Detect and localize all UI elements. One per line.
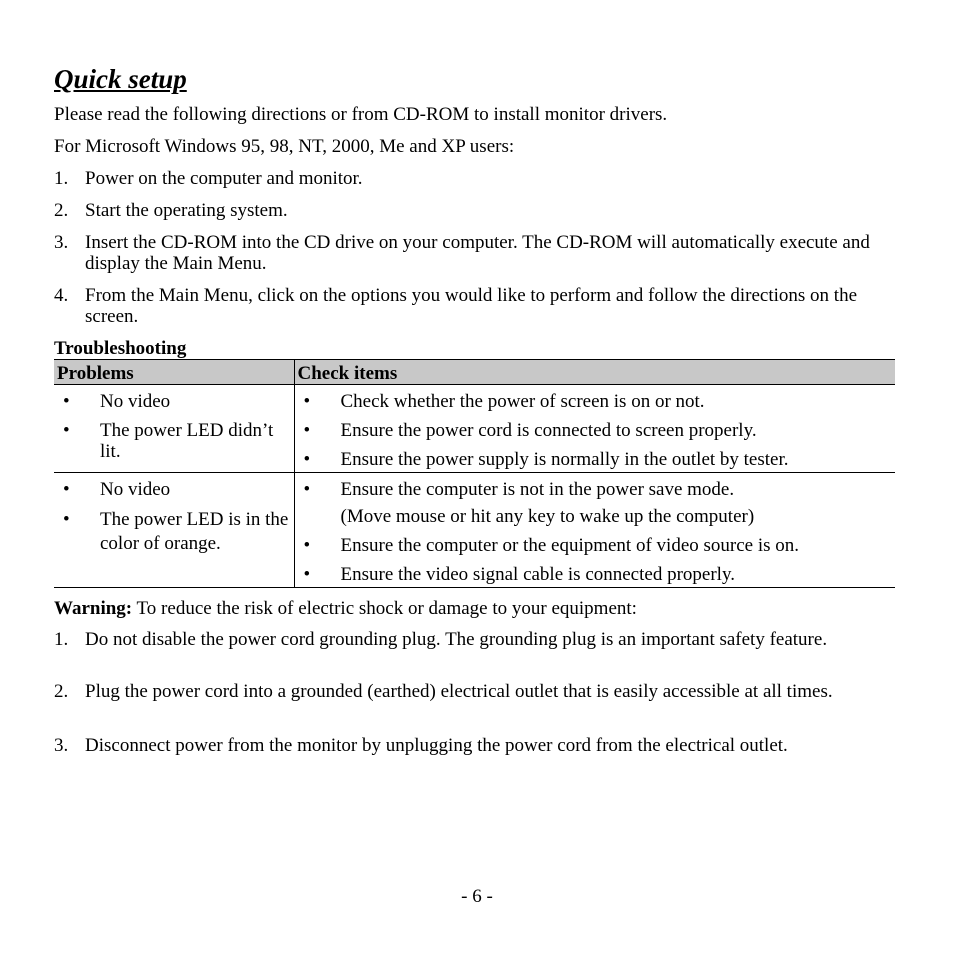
list-item: • No video — [63, 479, 171, 500]
list-item: • No video — [63, 391, 171, 412]
step-number: 4. — [54, 285, 69, 306]
bullet-icon: • — [303, 535, 311, 556]
intro-paragraph: Please read the following directions or from CD-ROM to install monitor drivers. — [54, 104, 668, 125]
step-number: 2. — [54, 681, 69, 702]
table-row — [54, 473, 895, 588]
bullet-icon: • — [63, 391, 70, 412]
table-header-row — [54, 360, 895, 385]
checks-cell — [294, 473, 895, 588]
step-text: From the Main Menu, click on the options you would like to perform and follow the directions on the screen. — [85, 285, 858, 327]
warning-label: Warning: — [54, 598, 133, 619]
problems-cell — [54, 385, 294, 473]
list-item: • Ensure the computer is not in the power save mode. — [303, 479, 735, 500]
list-item: • The power LED didn’t lit. — [63, 420, 274, 462]
step-text: Do not disable the power cord grounding plug. The grounding plug is an important safety feature. — [85, 629, 828, 650]
page-number: - 6 - — [461, 886, 493, 907]
bullet-icon: • — [303, 420, 311, 441]
list-item: • The power LED is in the color of orange. — [63, 509, 289, 554]
os-paragraph: For Microsoft Windows 95, 98, NT, 2000, Me and XP users: — [54, 136, 515, 157]
step-text: Power on the computer and monitor. — [85, 168, 363, 189]
list-item: • Ensure the video signal cable is connected properly. — [303, 564, 735, 585]
bullet-icon: • — [303, 391, 311, 412]
problems-cell — [54, 473, 294, 588]
page-title: Quick setup — [54, 64, 187, 94]
step-number: 3. — [54, 232, 69, 253]
list-item: • Ensure the power supply is normally in the outlet by tester. — [303, 449, 789, 470]
troubleshooting-table — [54, 359, 895, 588]
step-text: Plug the power cord into a grounded (earthed) electrical outlet that is easily accessible at all times. — [85, 681, 833, 702]
warning-paragraph — [54, 598, 637, 619]
step-text: Disconnect power from the monitor by unplugging the power cord from the electrical outlet. — [85, 735, 788, 756]
bullet-icon: • — [303, 449, 311, 470]
list-item: • Ensure the power cord is connected to screen properly. — [303, 420, 757, 441]
column-header-check-items: Check items — [294, 360, 895, 385]
bullet-icon: • — [303, 564, 311, 585]
step-number: 1. — [54, 629, 69, 650]
list-item: • Ensure the computer or the equipment of video source is on. — [303, 535, 800, 556]
step-text: Insert the CD-ROM into the CD drive on your computer. The CD-ROM will automatically execute and display the Main Menu. — [85, 232, 870, 274]
table-row — [54, 385, 895, 473]
column-header-problems: Problems — [54, 360, 294, 385]
step-number: 2. — [54, 200, 69, 221]
step-number: 3. — [54, 735, 69, 756]
checks-cell — [294, 385, 895, 473]
warning-text: To reduce the risk of electric shock or damage to your equipment: — [132, 598, 637, 619]
bullet-icon: • — [63, 420, 70, 441]
list-item-note: (Move mouse or hit any key to wake up the computer) — [340, 506, 755, 527]
step-text: Start the operating system. — [85, 200, 288, 221]
bullet-icon: • — [63, 509, 70, 530]
bullet-icon: • — [63, 479, 70, 500]
bullet-icon: • — [303, 479, 311, 500]
step-number: 1. — [54, 168, 69, 189]
list-item: • Check whether the power of screen is on or not. — [303, 391, 705, 412]
troubleshooting-heading: Troubleshooting — [54, 338, 187, 359]
